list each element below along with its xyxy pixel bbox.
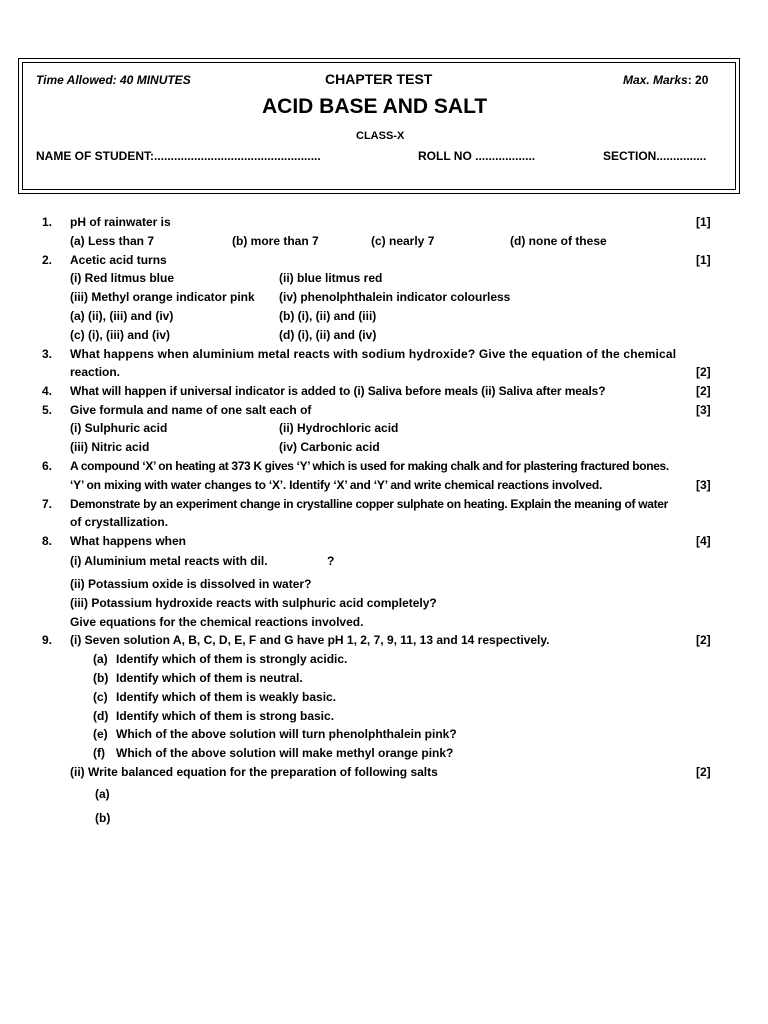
q9-sub-e: Which of the above solution will turn phenolphthalein pink? (116, 727, 457, 741)
q1-option-a: (a) Less than 7 (70, 234, 155, 248)
q9-marks: [2] (696, 633, 711, 647)
q7-text-line2: of crystallization. (70, 515, 169, 529)
page-title: ACID BASE AND SALT (262, 95, 488, 118)
q9-sub-c-label: (c) (93, 690, 108, 704)
q4-number: 4. (41, 384, 52, 398)
q4-text: What will happen if universal indicator is added to (i) Saliva before meals (ii) Saliva after meals? (70, 384, 606, 398)
q9-sub-d: Identify which of them is strong basic. (116, 709, 335, 723)
q9-sub-f: Which of the above solution will make methyl orange pink? (116, 746, 454, 760)
q2-option-d: (d) (i), (ii) and (iv) (279, 328, 377, 342)
q8-item-i-question-mark: ? (327, 554, 335, 568)
q6-text-line2: ‘Y’ on mixing with water changes to ‘X’. Identify ‘X’ and ‘Y’ and write chemical reactions involved. (70, 478, 603, 492)
time-allowed: Time Allowed: 40 MINUTES (36, 73, 191, 87)
max-marks-value: : 20 (687, 73, 709, 87)
section-field: SECTION............... (603, 149, 707, 163)
q9-part-ii-a: (a) (95, 787, 110, 801)
q5-text: Give formula and name of one salt each of (70, 403, 312, 417)
q9-part-ii-marks: [2] (696, 765, 711, 779)
q2-number: 2. (41, 253, 52, 267)
q9-part-ii-b: (b) (95, 811, 111, 825)
max-marks (623, 73, 708, 87)
q6-marks: [3] (696, 478, 711, 492)
roll-no-field: ROLL NO .................. (418, 149, 536, 163)
q9-sub-a-label: (a) (93, 652, 108, 666)
chapter-test-label: CHAPTER TEST (325, 71, 433, 87)
q2-option-a: (a) (ii), (iii) and (iv) (70, 309, 174, 323)
q2-option-b: (b) (i), (ii) and (iii) (279, 309, 377, 323)
q2-statement-iii: (iii) Methyl orange indicator pink (70, 290, 255, 304)
q8-item-i: (i) Aluminium metal reacts with dil. (70, 554, 268, 568)
q1-option-c: (c) nearly 7 (371, 234, 435, 248)
q2-option-c: (c) (i), (iii) and (iv) (70, 328, 170, 342)
q3-marks: [2] (696, 365, 711, 379)
q5-marks: [3] (696, 403, 711, 417)
q3-text-line2: reaction. (70, 365, 121, 379)
q2-statement-ii: (ii) blue litmus red (279, 271, 383, 285)
q9-sub-b: Identify which of them is neutral. (116, 671, 303, 685)
q2-statement-i: (i) Red litmus blue (70, 271, 175, 285)
q9-sub-f-label: (f) (93, 746, 105, 760)
q8-marks: [4] (696, 534, 711, 548)
q1-number: 1. (41, 215, 52, 229)
q2-marks: [1] (696, 253, 711, 267)
q2-statement-iv: (iv) phenolphthalein indicator colourless (279, 290, 511, 304)
q9-sub-a: Identify which of them is strongly acidic. (116, 652, 348, 666)
q5-item-iv: (iv) Carbonic acid (279, 440, 380, 454)
q3-text-line1: What happens when aluminium metal reacts with sodium hydroxide? Give the equation of the chemical (70, 347, 677, 361)
q9-sub-b-label: (b) (93, 671, 109, 685)
q5-item-ii: (ii) Hydrochloric acid (279, 421, 399, 435)
q8-number: 8. (41, 534, 52, 548)
q1-text: pH of rainwater is (70, 215, 171, 229)
q1-option-b: (b) more than 7 (232, 234, 319, 248)
q9-sub-d-label: (d) (93, 709, 109, 723)
q9-number: 9. (41, 633, 52, 647)
q6-number: 6. (41, 459, 52, 473)
q8-note: Give equations for the chemical reactions involved. (70, 615, 364, 629)
q8-item-iii: (iii) Potassium hydroxide reacts with sulphuric acid completely? (70, 596, 437, 610)
q9-part-ii: (ii) Write balanced equation for the preparation of following salts (70, 765, 438, 779)
q1-marks: [1] (696, 215, 711, 229)
q9-text: (i) Seven solution A, B, C, D, E, F and G have pH 1, 2, 7, 9, 11, 13 and 14 respectively. (70, 633, 550, 647)
q1-option-d: (d) none of these (510, 234, 607, 248)
q5-number: 5. (41, 403, 52, 417)
q8-item-ii: (ii) Potassium oxide is dissolved in water? (70, 577, 312, 591)
q9-sub-e-label: (e) (93, 727, 108, 741)
q5-item-iii: (iii) Nitric acid (70, 440, 150, 454)
q3-number: 3. (41, 347, 52, 361)
q6-text-line1: A compound ‘X’ on heating at 373 K gives ‘Y’ which is used for making chalk and for plastering fractured bones. (70, 459, 669, 473)
q7-number: 7. (41, 497, 52, 511)
q4-marks: [2] (696, 384, 711, 398)
q5-item-i: (i) Sulphuric acid (70, 421, 168, 435)
class-label: CLASS-X (356, 130, 405, 142)
q2-text: Acetic acid turns (70, 253, 167, 267)
q7-text-line1: Demonstrate by an experiment change in crystalline copper sulphate on heating. Explain the meaning of water (70, 497, 669, 511)
q8-text: What happens when (70, 534, 187, 548)
student-name-field: NAME OF STUDENT:.................................................. (36, 149, 321, 163)
max-marks-label: Max. Marks (623, 73, 688, 87)
q9-sub-c: Identify which of them is weakly basic. (116, 690, 337, 704)
